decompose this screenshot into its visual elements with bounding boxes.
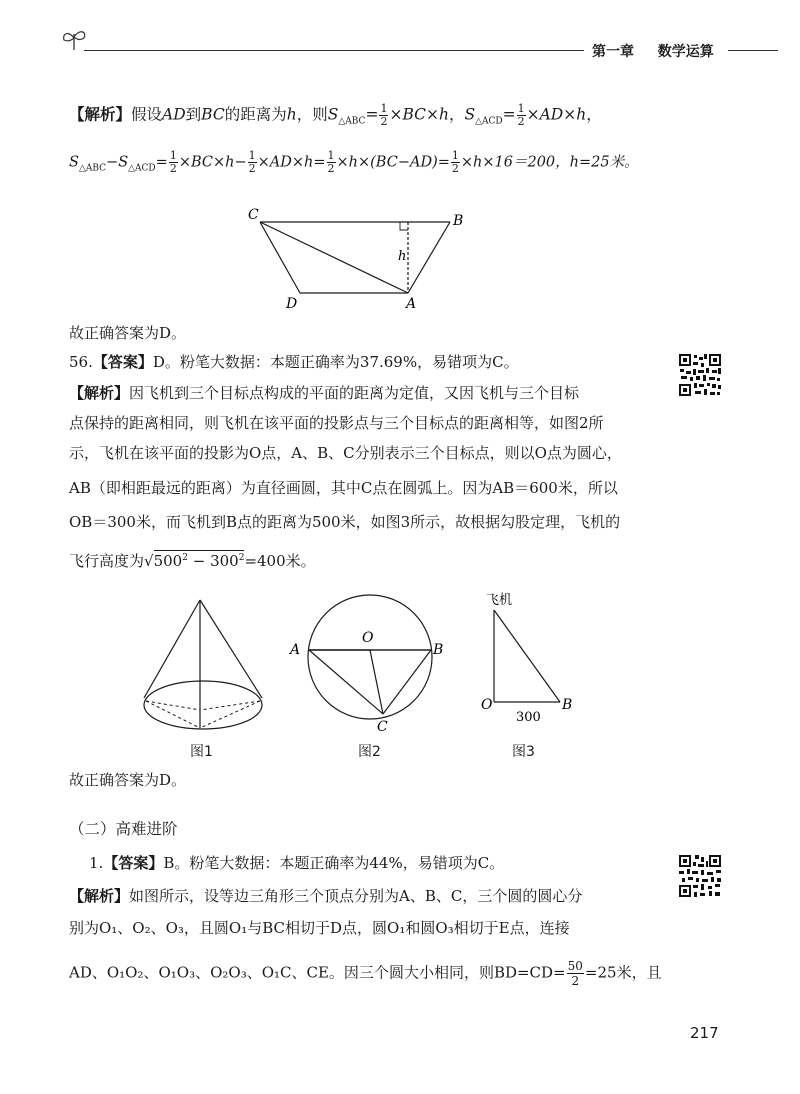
- equals: =: [365, 105, 379, 124]
- expr: ×BC×h−: [178, 154, 247, 171]
- q56-answer-text: D。粉笔大数据：本题正确率为37.69%，易错项为C。: [152, 353, 519, 371]
- comma: ，: [586, 105, 602, 124]
- area-symbol: S: [327, 105, 339, 124]
- conclusion-2: 故正确答案为D。: [69, 771, 187, 789]
- sqrt-radicand: $500^2 - 300^2$: [153, 552, 245, 570]
- figure-3-caption: 图3: [512, 744, 535, 760]
- analysis-label: 【解析】: [69, 105, 132, 124]
- q56-analysis-line-6: [69, 548, 316, 571]
- text: =400米。: [244, 552, 316, 570]
- fraction-half: [248, 150, 257, 175]
- text: ，则: [296, 105, 328, 124]
- text: 飞行高度为: [69, 552, 145, 570]
- q1-number: 1.: [89, 854, 104, 872]
- q1-analysis-line-1: [69, 886, 582, 906]
- fig2-label-a: A: [290, 642, 301, 658]
- fraction-half: [327, 150, 336, 175]
- frac-den: 2: [248, 162, 256, 175]
- fraction-half: [169, 150, 178, 175]
- figure-3-triangle: [478, 588, 578, 728]
- frac-den: 2: [517, 115, 525, 128]
- frac-num: 1: [248, 149, 256, 162]
- figure-2-caption: 图2: [358, 744, 381, 760]
- fraction-50-2: [567, 959, 584, 988]
- square-exp: 2: [182, 553, 188, 563]
- frac-den: 2: [380, 115, 388, 128]
- answer-label: 【答案】: [103, 854, 164, 872]
- q56-analysis-line-3: 示，飞机在该平面的投影为O点，A、B、C分别表示三个目标点，则以O点为圆心，: [69, 444, 622, 462]
- frac-den: 2: [571, 974, 580, 988]
- header-rule-left: [84, 50, 584, 51]
- var-bc: BC: [201, 105, 225, 124]
- expr: ×h×16＝200，: [460, 154, 570, 171]
- q1-analysis-line-3: [69, 959, 662, 988]
- q56-analysis-line-4: AB（即相距最远的距离）为直径画圆，其中C点在圆弧上。因为AB＝600米，所以: [69, 479, 618, 497]
- text: 如图所示，设等边三角形三个顶点分别为A、B、C，三个圆的圆心分: [129, 887, 583, 905]
- conclusion-1: 故正确答案为D。: [69, 324, 187, 342]
- area-subscript: △ACD: [128, 163, 156, 174]
- frac-num: 1: [327, 149, 335, 162]
- equals: =: [155, 154, 168, 171]
- expr: ×AD×h=: [257, 154, 326, 171]
- text: 到: [185, 105, 202, 124]
- fraction-half: [379, 103, 388, 128]
- fraction-half: [451, 150, 460, 175]
- header-chapter: [592, 41, 714, 61]
- area-subscript: △ACD: [475, 116, 503, 127]
- frac-num: 1: [380, 102, 388, 115]
- qr-code-icon[interactable]: [678, 854, 722, 898]
- label-c: C: [248, 207, 259, 223]
- text: 假设: [131, 105, 163, 124]
- label-a: A: [406, 296, 417, 312]
- expr: ×AD×h: [526, 105, 587, 124]
- frac-num: 1: [451, 149, 459, 162]
- var-ad: AD: [162, 105, 186, 124]
- fig3-label-plane: 飞机: [486, 593, 513, 608]
- fig2-label-o: O: [362, 630, 374, 646]
- q56-number: 56.: [69, 353, 93, 371]
- frac-den: 2: [327, 162, 335, 175]
- chapter-label: 第一章: [592, 44, 634, 60]
- figure-1-caption: 图1: [190, 744, 213, 760]
- sqrt-sign: √: [144, 552, 154, 570]
- fig3-label-b: B: [562, 697, 573, 713]
- area-subscript: △ABC: [78, 163, 107, 174]
- text: =25米，且: [584, 963, 662, 982]
- qr-code-icon[interactable]: [678, 353, 722, 397]
- q56-analysis-line-5: OB＝300米，而飞机到B点的距离为500米，如图3所示，故根据勾股定理，飞机的: [69, 513, 621, 531]
- area-symbol: S: [118, 154, 129, 171]
- leaf-logo-icon: [60, 28, 88, 52]
- label-h: h: [398, 249, 407, 264]
- frac-num: 1: [169, 149, 177, 162]
- area-symbol: S: [464, 105, 476, 124]
- analysis-label: 【解析】: [69, 887, 130, 905]
- figure-2-circle: [285, 590, 455, 735]
- minus: −: [106, 154, 119, 171]
- frac-den: 2: [169, 162, 177, 175]
- q1-analysis-line-2: 别为O₁、O₂、O₃，且圆O₁与BC相切于D点，圆O₁和圆O₃相切于E点，连接: [69, 919, 570, 937]
- result: h=25米。: [569, 154, 639, 171]
- fig2-label-b: B: [433, 642, 444, 658]
- frac-den: 2: [451, 162, 459, 175]
- radicand-a: 500: [153, 552, 183, 570]
- chapter-title: 数学运算: [657, 44, 714, 60]
- text: 因飞机到三个目标点构成的平面的距离为定值，又因飞机与三个目标: [129, 384, 580, 402]
- text: AD、O₁O₂、O₁O₃、O₂O₃、O₁C、CE。因三个圆大小相同，则BD=CD=: [69, 963, 566, 982]
- square-exp: 2: [238, 553, 245, 563]
- trapezoid-figure: [240, 205, 480, 315]
- figure-1-cone: [138, 598, 268, 738]
- label-d: D: [286, 296, 298, 312]
- page-number: 217: [690, 1024, 719, 1042]
- expr: ×BC×h: [389, 105, 449, 124]
- analysis-line-1: [69, 103, 602, 132]
- fig3-label-300: 300: [516, 710, 541, 725]
- area-subscript: △ABC: [338, 116, 366, 127]
- frac-num: 1: [517, 102, 525, 115]
- radicand-b: 300: [210, 552, 239, 570]
- comma: ，: [448, 105, 465, 124]
- q56-analysis-line-1: [69, 383, 579, 403]
- fraction-half: [517, 103, 526, 128]
- q56-analysis-line-2: 点保持的距离相同，则飞机在该平面的投影点与三个目标点的距离相等，如图2所: [69, 414, 604, 432]
- frac-num: 50: [567, 959, 583, 973]
- q1-answer-text: B。粉笔大数据：本题正确率为44%，易错项为C。: [163, 854, 505, 872]
- var-h: h: [286, 105, 297, 124]
- section-heading: （二）高难进阶: [69, 820, 178, 838]
- text: 的距离为: [224, 105, 287, 124]
- expr: ×h×(BC−AD)=: [336, 154, 450, 171]
- fig2-label-c: C: [377, 719, 388, 735]
- analysis-label: 【解析】: [69, 384, 130, 402]
- label-b: B: [453, 213, 464, 229]
- fig3-label-o: O: [481, 697, 493, 713]
- analysis-line-2: [69, 150, 639, 178]
- equals: =: [502, 105, 516, 124]
- area-symbol: S: [69, 154, 79, 171]
- header-rule-right: [728, 50, 778, 51]
- answer-label: 【答案】: [92, 353, 153, 371]
- q56-answer: [69, 352, 519, 372]
- q1-answer: [89, 853, 504, 873]
